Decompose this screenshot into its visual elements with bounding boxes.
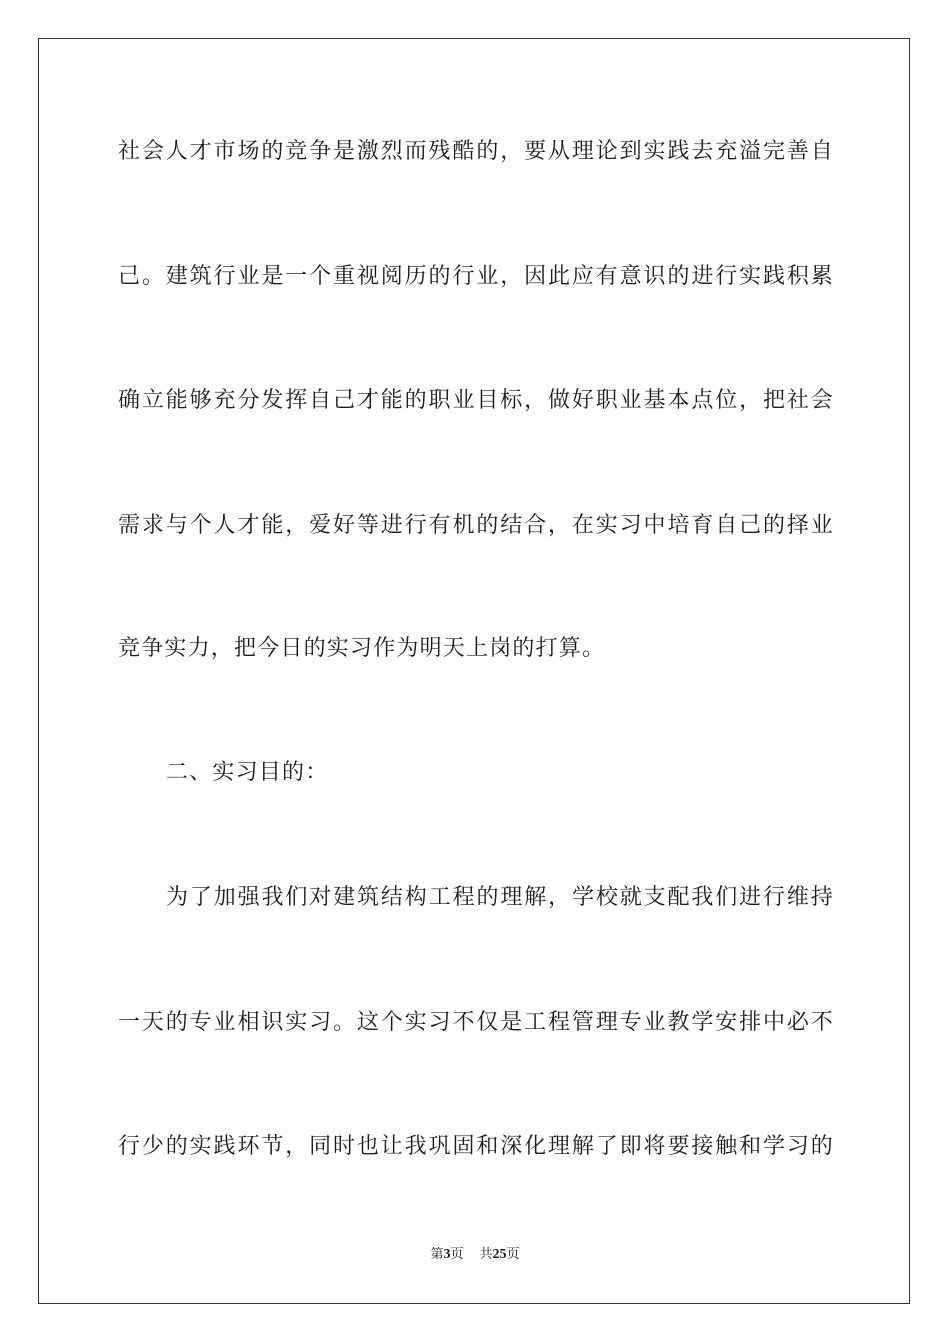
body-text-line: 为了加强我们对建筑结构工程的理解，学校就支配我们进行维持 — [166, 885, 834, 910]
footer-total-pages: 25 — [492, 1247, 507, 1262]
section-heading: 二、实习目的： — [166, 760, 329, 785]
body-text-line: 社会人才市场的竞争是激烈而残酷的，要从理论到实践去充溢完善自 — [118, 139, 834, 164]
body-text-line: 己。建筑行业是一个重视阅历的行业，因此应有意识的进行实践积累 — [118, 264, 834, 289]
body-text-line: 确立能够充分发挥自己才能的职业目标，做好职业基本点位，把社会 — [118, 388, 834, 413]
body-text-line: 一天的专业相识实习。这个实习不仅是工程管理专业教学安排中必不 — [118, 1010, 834, 1035]
footer-page-suffix: 页 — [450, 1247, 464, 1262]
body-text-line: 需求与个人才能，爱好等进行有机的结合，在实习中培育自己的择业 — [118, 513, 834, 538]
page-footer — [0, 1247, 950, 1263]
footer-page-number: 3 — [443, 1247, 451, 1262]
body-text-line: 行少的实践环节，同时也让我巩固和深化理解了即将要接触和学习的 — [118, 1134, 834, 1159]
body-text-line: 竞争实力，把今日的实习作为明天上岗的打算。 — [118, 636, 606, 661]
footer-total-suffix: 页 — [506, 1247, 520, 1262]
footer-total-prefix: 共 — [479, 1247, 493, 1262]
footer-page-prefix: 第 — [430, 1247, 444, 1262]
page-border — [38, 38, 910, 1304]
